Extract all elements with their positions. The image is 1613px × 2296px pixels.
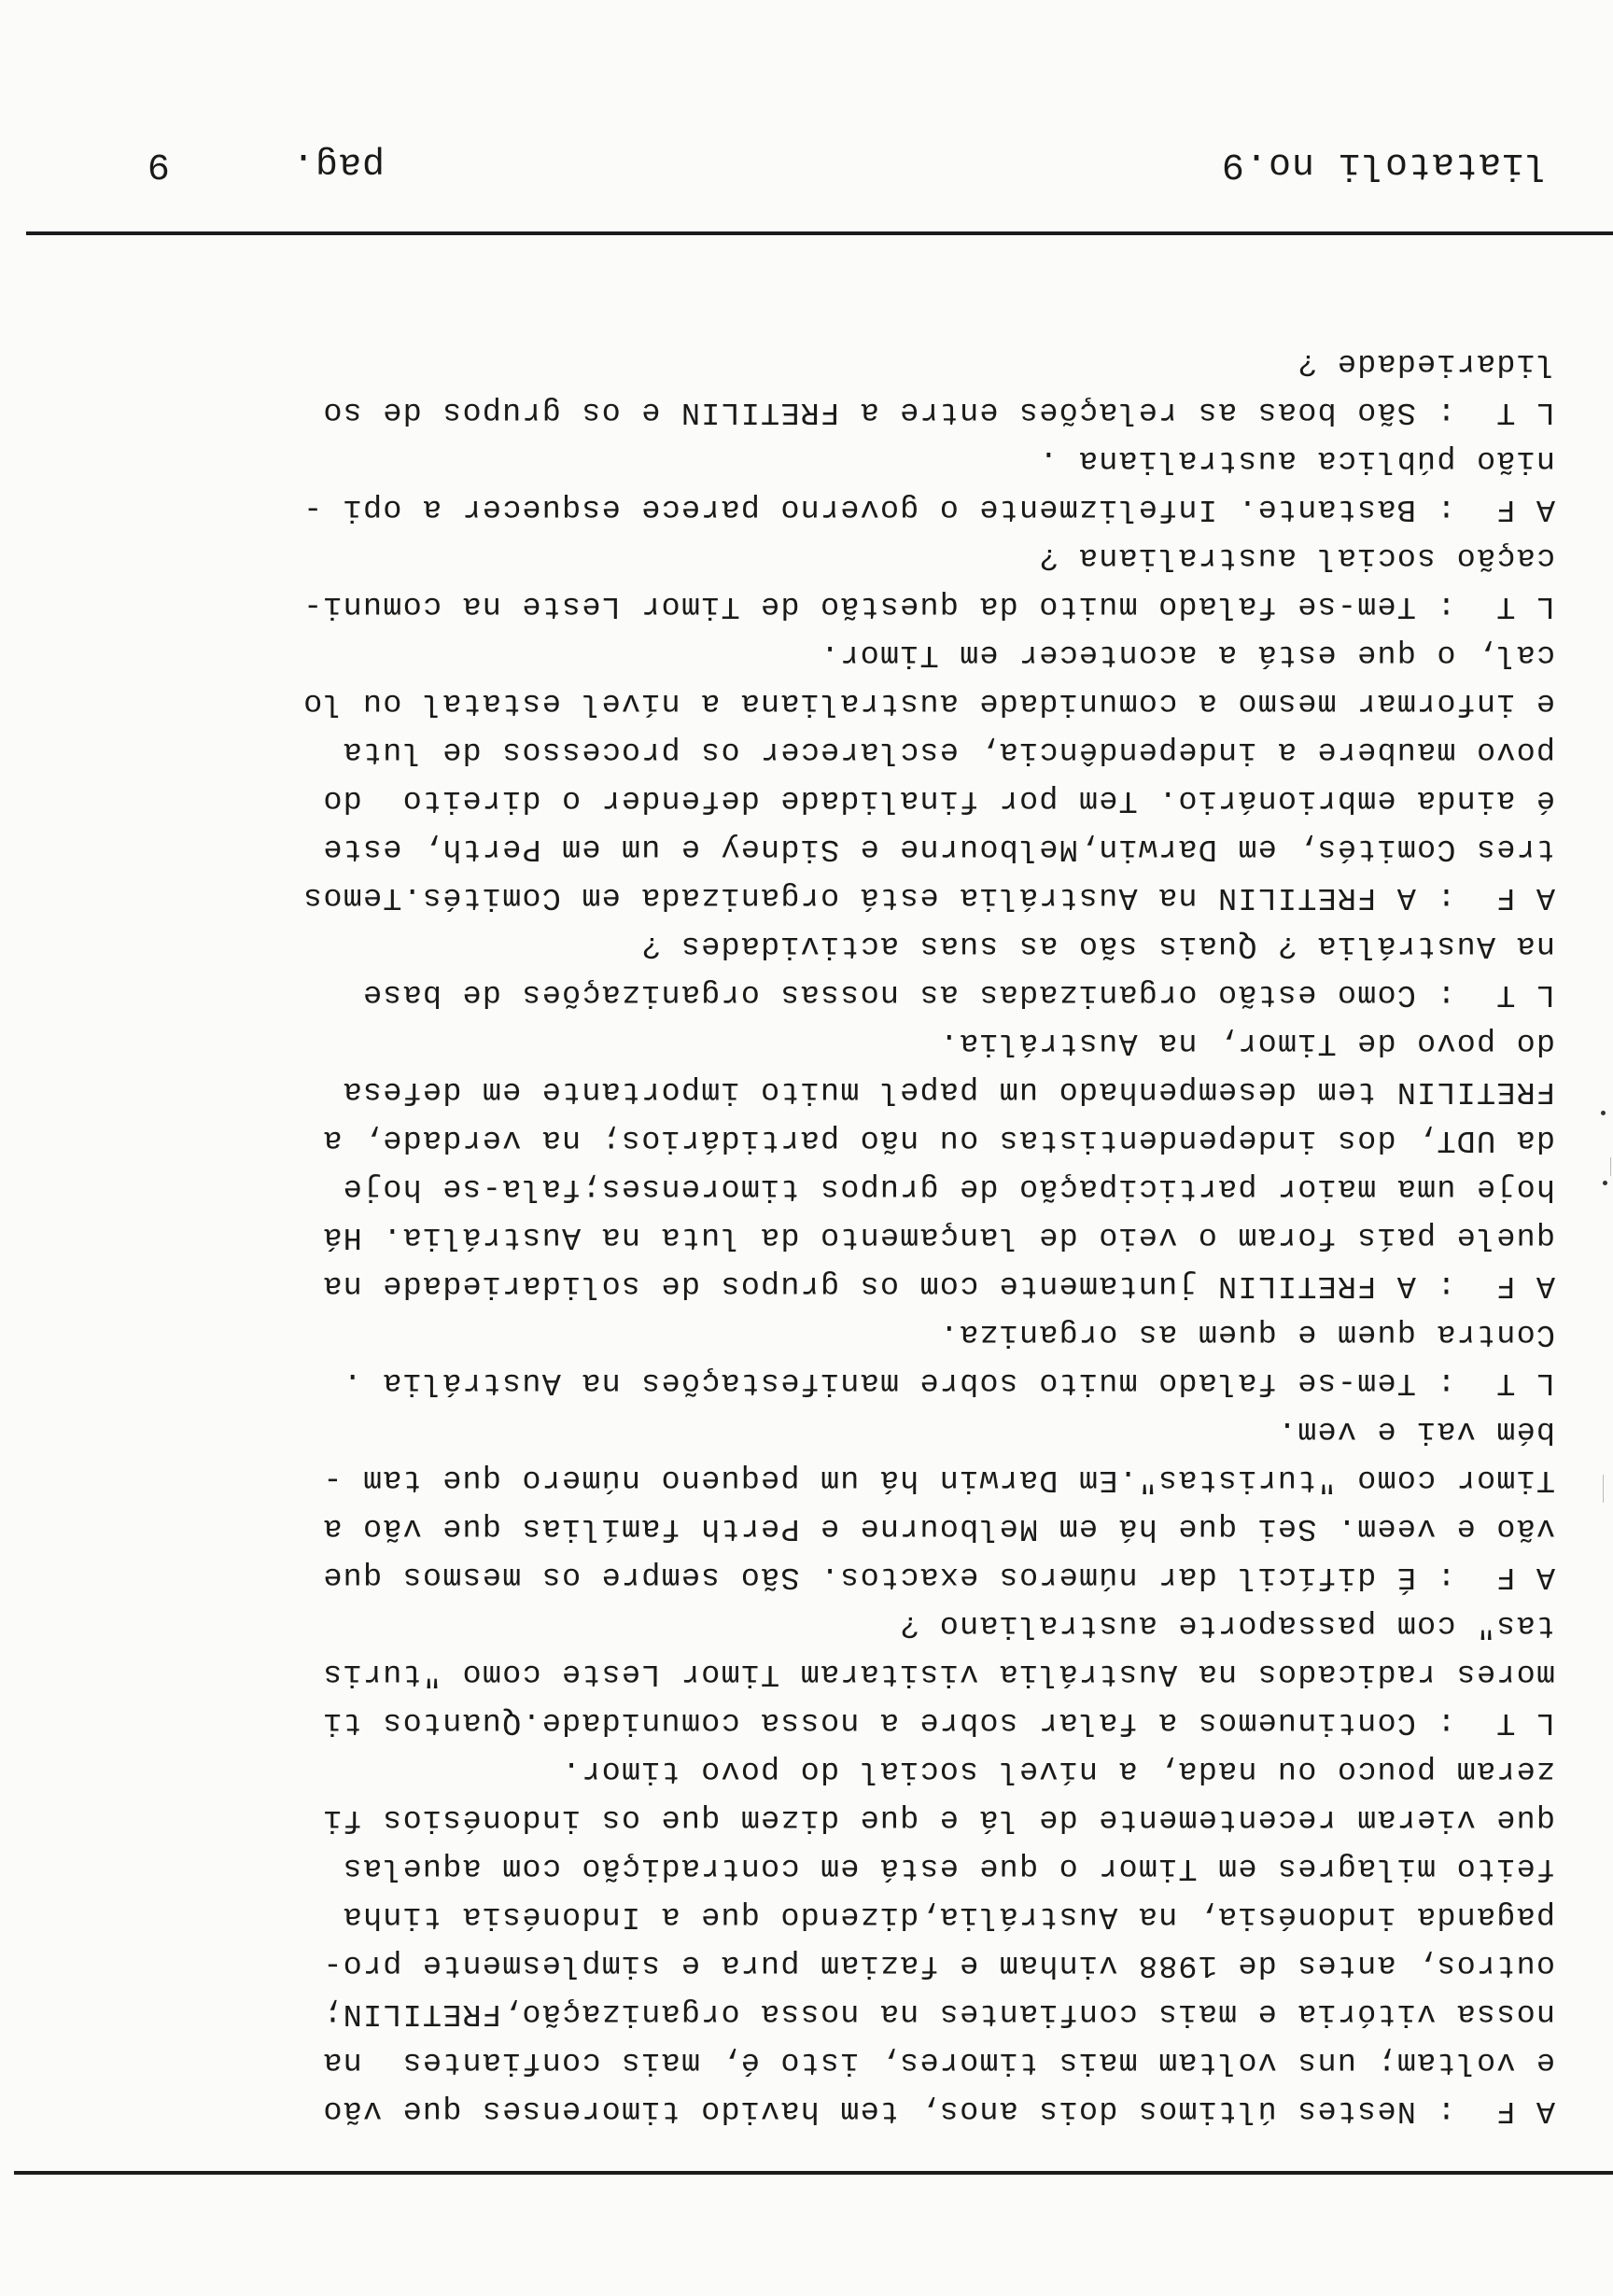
text-line: hoje uma maior participação de grupos timorenses;fala-se hoje: [342, 1170, 1555, 1206]
text-line: na Austrália ? Quais são as suas actividades ?: [640, 928, 1555, 963]
text-line: mores radicados na Austrália visitaram Timor Leste como "turis: [322, 1656, 1555, 1691]
text-line: tres Comités, em Darwin,Melbourne e Sidney e um em Perth, este: [322, 831, 1555, 866]
text-line: vão e veem. Sei que há em Melbourne e Perth famílias que vão a: [322, 1510, 1555, 1546]
text-line: L T : Continuemos a falar sobre a nossa comunidade.Quantos ti: [322, 1704, 1555, 1740]
text-line: nião pública australiana .: [1038, 442, 1555, 478]
header-rule: [26, 231, 1613, 235]
text-line: A F : Bastante. Infelizmente o governo parece esquecer a opi -: [302, 491, 1555, 526]
text-line: cal, o que está a acontecer em Timor.: [819, 637, 1555, 672]
text-line: que vieram recentemente de lá e que dizem que os indonésios fi: [322, 1801, 1555, 1837]
text-line: é ainda embrionário. Tem por finalidade defender o direito do: [322, 782, 1555, 818]
margin-scratch: [1610, 1157, 1611, 1176]
text-line: A F : É difícil dar números exactos. São sempre os mesmos que: [322, 1559, 1555, 1594]
text-line: tas" com passaporte australiano ?: [898, 1607, 1555, 1643]
page-label: pag.: [290, 143, 385, 185]
text-line: povo maubere a independência, esclarecer os processos de luta: [342, 734, 1555, 769]
page-header: [0, 129, 1613, 185]
text-line: L T : Tem-se falado muito da questão de Timor Leste na comuni-: [302, 588, 1555, 623]
text-line: da UDT, dos independentistas ou não partidários; na verdade, a: [322, 1122, 1555, 1157]
text-line: L T : Como estão organizadas as nossas organizações de base: [361, 976, 1555, 1012]
text-line: A F : A FRETILIN na Austrália está organizada em Comités.Temos: [302, 879, 1555, 915]
text-line: quele país foram o veio de lançamento da luta na Austrália. Há: [322, 1219, 1555, 1254]
text-line: FRETILIN tem desempenhado um papel muito importante em defesa: [342, 1073, 1555, 1109]
text-line: paganda indonésia, na Austrália,dizendo que a Indonésia tinha: [342, 1898, 1555, 1934]
page-number: 9: [146, 143, 170, 185]
text-line: bém vai e vem.: [1276, 1413, 1555, 1449]
text-line: cação social australiana ?: [1038, 539, 1555, 575]
text-line: e voltam; uns voltam mais timores, isto é, mais confiantes na: [322, 2044, 1555, 2079]
text-line: A F : Nestes últimos dois anos, tem havido timorenses que vão: [322, 2093, 1555, 2128]
margin-dot: [1601, 1111, 1606, 1115]
publication-title: liatatoli no.9: [1220, 143, 1548, 185]
top-rule: [14, 2171, 1613, 2175]
interview-text: [38, 339, 1555, 2135]
text-line: feito milagres em Timor o que está em contradição com aquelas: [342, 1850, 1555, 1885]
text-line: lidariedade ?: [1297, 345, 1555, 381]
text-line: Timor como "turistas".Em Darwin há um pequeno número que tam -: [322, 1462, 1555, 1497]
text-line: L T : São boas as relações entre a FRETILIN e os grupos de so: [322, 394, 1555, 429]
margin-dot: [1603, 1181, 1607, 1185]
text-line: A F : A FRETILIN juntamente com os grupos de solidariedade na: [322, 1267, 1555, 1303]
margin-scratch: [1603, 1475, 1604, 1503]
text-line: e informar mesmo a comunidade australiana a nível estatal ou lo: [302, 685, 1555, 721]
text-line: do povo de Timor, na Austrália.: [938, 1025, 1555, 1060]
text-line: Contra quem e quem as organiza.: [938, 1316, 1555, 1351]
text-line: zeram pouco ou nada, a nível social do povo timor.: [560, 1753, 1555, 1788]
text-line: L T : Tem-se falado muito sobre manifestações na Austrália .: [342, 1365, 1555, 1400]
text-line: nossa vitória e mais confiantes na nossa organização,FRETILIN;: [322, 1995, 1555, 2031]
text-line: outros, antes de 1988 vinham e faziam pura e simplesmente pro-: [322, 1947, 1555, 1982]
